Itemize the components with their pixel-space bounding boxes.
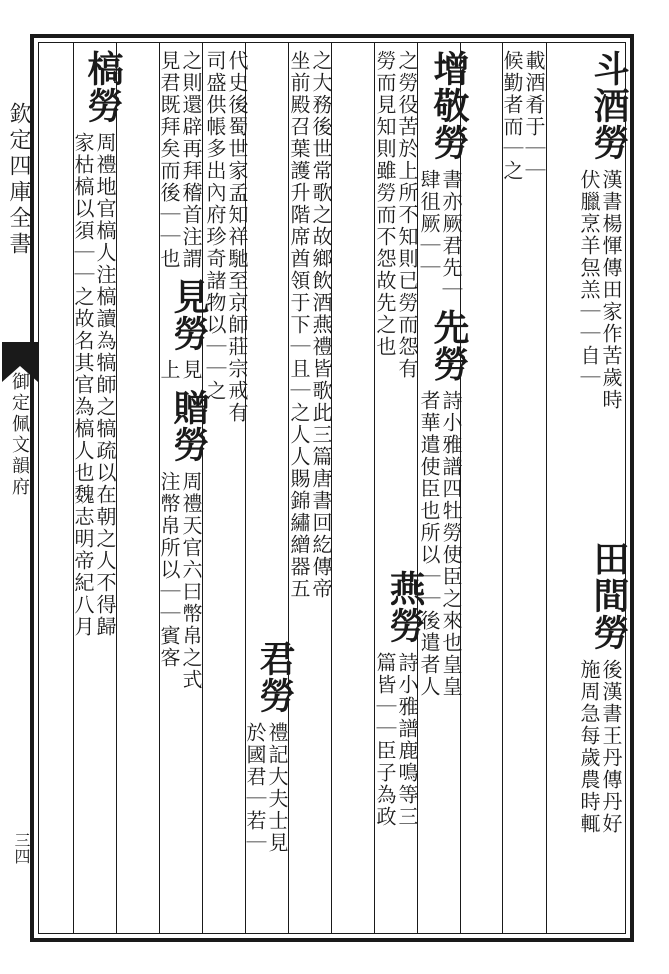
text-column-11 — [40, 50, 124, 930]
annotation-pair — [374, 50, 418, 380]
annotation-line: 勞而見知則雖勞而不怨故先之也 — [373, 50, 397, 358]
annotation-pair — [158, 359, 202, 381]
annotation-line: 周禮天官六曰幣帛之式 — [179, 470, 203, 691]
margin-collection-title: 欽定四庫全書 — [6, 102, 31, 258]
annotation-pair — [578, 169, 622, 411]
annotation-line: 漢書楊惲傳田家作苦歲時 — [599, 168, 623, 411]
annotation-line: 詩小雅譜鹿鳴等三 — [395, 651, 419, 828]
annotation-line: 載酒肴于｜｜ — [522, 50, 546, 182]
annotation-line: 上 — [157, 359, 181, 382]
text-column-4 — [417, 50, 470, 930]
margin-page-number: 三四 — [12, 832, 31, 864]
margin-book-title: 御定佩文韻府 — [9, 372, 30, 498]
text-column-6 — [334, 570, 426, 930]
annotation-line: 周禮地官槁人注槁讀為犒師之犒疏以在朝之人不得歸 — [93, 131, 117, 638]
annotation-line: 見君既拜矣而後｜｜也 — [157, 50, 181, 270]
annotation-pair — [418, 169, 462, 301]
annotation-line: 者華遣使臣也所以｜｜後遣者人 — [417, 389, 441, 698]
annotation-line: 施周急每歲農時輒 — [577, 658, 601, 835]
annotation-pair — [158, 471, 202, 691]
annotation-pair — [72, 132, 116, 638]
annotation-line: 家枯槁以須｜｜之故名其官為槁人也魏志明帝紀八月 — [71, 131, 95, 638]
text-column-3 — [548, 540, 630, 930]
entry-term: 燕勞 — [384, 570, 426, 644]
entry-term: 斗酒勞 — [588, 50, 630, 161]
annotation-line: 後漢書王丹傳丹好 — [599, 658, 623, 835]
column-rule — [546, 42, 547, 934]
annotation-line: 之勞役苦於上所不知則已勞而怨有 — [395, 50, 419, 380]
entry-term: 增敬勞 — [428, 50, 470, 161]
entry-term: 君勞 — [254, 640, 296, 714]
annotation-line: 坐前殿召葉護升階席酋領于下｜且｜之人人賜錦繡繒器五 — [287, 50, 311, 600]
annotation-line: 司盛供帳多出內府珍奇諸物以｜｜之 — [203, 50, 227, 402]
annotation-pair — [578, 659, 622, 835]
annotation-pair — [288, 50, 332, 600]
annotation-line: 候勤者而｜之 — [500, 50, 524, 182]
annotation-line: 於國君｜若｜ — [243, 721, 267, 854]
text-column-2 — [500, 50, 546, 930]
annotation-pair — [244, 722, 288, 854]
text-column-10 — [118, 50, 210, 930]
annotation-line: 注幣帛所以｜｜賓客 — [157, 470, 181, 669]
annotation-line: 篇皆｜｜臣子為政 — [373, 651, 397, 828]
annotation-pair — [418, 390, 462, 698]
annotation-line: 代史後蜀世家孟知祥馳至京師莊宗戒有 — [225, 50, 249, 424]
annotation-line: 禮記大夫士見 — [265, 721, 289, 854]
entry-term: 田間勞 — [588, 540, 630, 651]
annotation-pair — [501, 50, 545, 182]
annotation-pair — [374, 652, 418, 828]
annotation-pair — [158, 50, 202, 270]
annotation-line: 伏臘烹羊炰羔｜｜自｜ — [577, 168, 601, 389]
entry-term: 槁勞 — [82, 50, 124, 124]
annotation-line: 之則還辟再拜稽首注謂 — [179, 50, 203, 270]
annotation-line: 書亦厥君先｜ — [439, 168, 463, 301]
annotation-line: 之大務後世常歌之故鄉飲酒燕禮皆歌此三篇唐書回紇傳帝 — [309, 50, 333, 600]
text-column-9 — [204, 640, 296, 930]
entry-term: 先勞 — [428, 308, 470, 383]
annotation-line: 肆徂厥｜｜ — [417, 168, 441, 279]
entry-term: 贈勞 — [168, 388, 210, 463]
annotation-line: 詩小雅譜四牡勞使臣之來也皇皇 — [439, 389, 463, 698]
entry-term: 見勞 — [168, 277, 210, 352]
annotation-line: 見 — [179, 359, 203, 382]
annotation-pair — [204, 50, 248, 424]
